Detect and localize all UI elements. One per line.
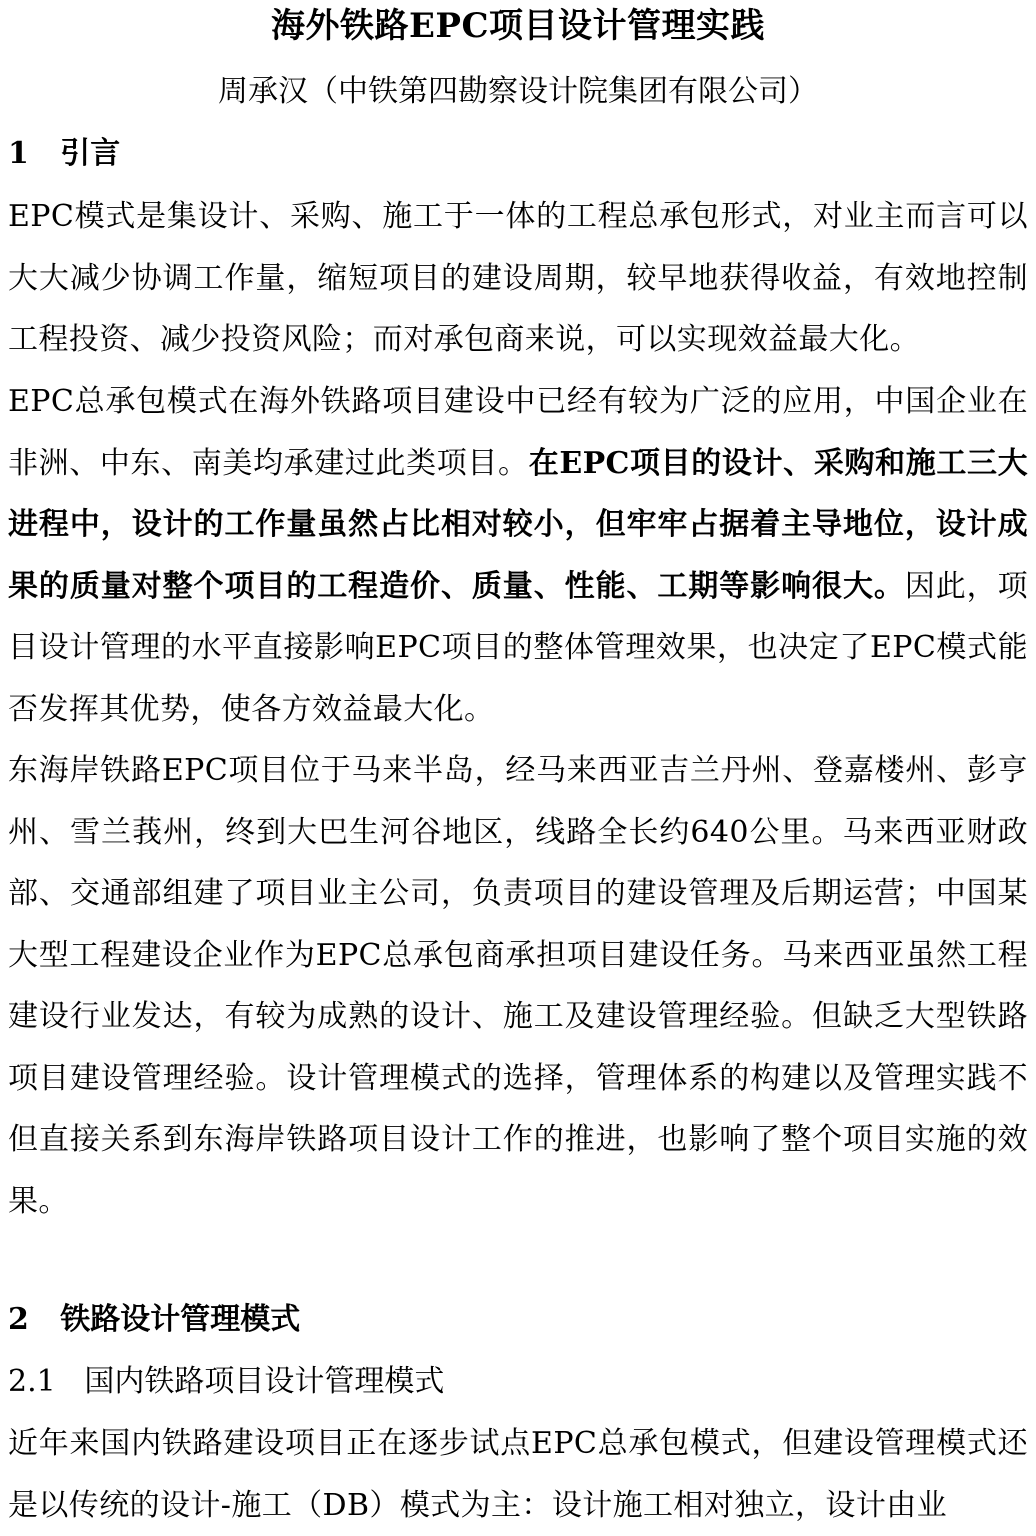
document-title: 海外铁路EPC项目设计管理实践 <box>270 6 766 46</box>
section-2-1-paragraph-1: 近年来国内铁路建设项目正在逐步试点EPC总承包模式，但建设管理模式还是以传统的设计-施工（DB）模式为主：设计施工相对独立，设计由业 <box>8 1426 1028 1523</box>
section-2-heading <box>8 1298 300 1342</box>
section-1-number: 1 <box>8 136 29 171</box>
section-1-paragraph-3: 东海岸铁路EPC项目位于马来半岛，经马来西亚吉兰丹州、登嘉楼州、彭亨州、雪兰莪州，终到大巴生河谷地区，线路全长约640公里。马来西亚财政部、交通部组建了项目业主公司，负责项目的建设管理及后期运营；中国某大型工程建设企业作为EPC总承包商承担项目建设任务。马来西亚虽然工程建设行业发达，有较为成熟的设计、施工及建设管理经验。但缺乏大型铁路项目建设管理经验。设计管理模式的选择，管理体系的构建以及管理实践不但直接关系到东海岸铁路项目设计工作的推进，也影响了整个项目实施的效果。 <box>8 753 1028 1219</box>
section-1-paragraph-1: EPC模式是集设计、采购、施工于一体的工程总承包形式，对业主而言可以大大减少协调工作量，缩短项目的建设周期，较早地获得收益，有效地控制工程投资、减少投资风险；而对承包商来说，可以实现效益最大化。 <box>8 199 1028 357</box>
section-2-1-number: 2.1 <box>8 1364 56 1399</box>
section-1-title: 引言 <box>60 136 121 171</box>
section-1-paragraph-2 <box>8 371 1028 740</box>
section-1-heading <box>8 132 120 176</box>
paragraph-2-tail: 因此，项目设计管理的水平直接影响EPC项目的整体管理效果，也决定了EPC模式能否发挥其优势，使各方效益最大化。 <box>8 568 1028 727</box>
document-author: 周承汉（中铁第四勘察设计院集团有限公司） <box>218 74 818 109</box>
section-2-title: 铁路设计管理模式 <box>60 1302 301 1337</box>
section-2-number: 2 <box>8 1302 29 1337</box>
section-2-1-title: 国内铁路项目设计管理模式 <box>84 1364 445 1399</box>
paragraph-2-intro: EPC总承包模式在海外铁路项目建设中已经有较为广泛的应用，中国企业在非洲、中东、南美均承建过此类项目。 <box>8 384 1028 481</box>
section-2-1-heading <box>8 1360 444 1404</box>
paragraph-2-emphasis: 在EPC项目的设计、采购和施工三大进程中，设计的工作量虽然占比相对较小，但牢牢占据着主导地位，设计成果的质量对整个项目的工程造价、质量、性能、工期等影响很大。 <box>8 445 1028 604</box>
